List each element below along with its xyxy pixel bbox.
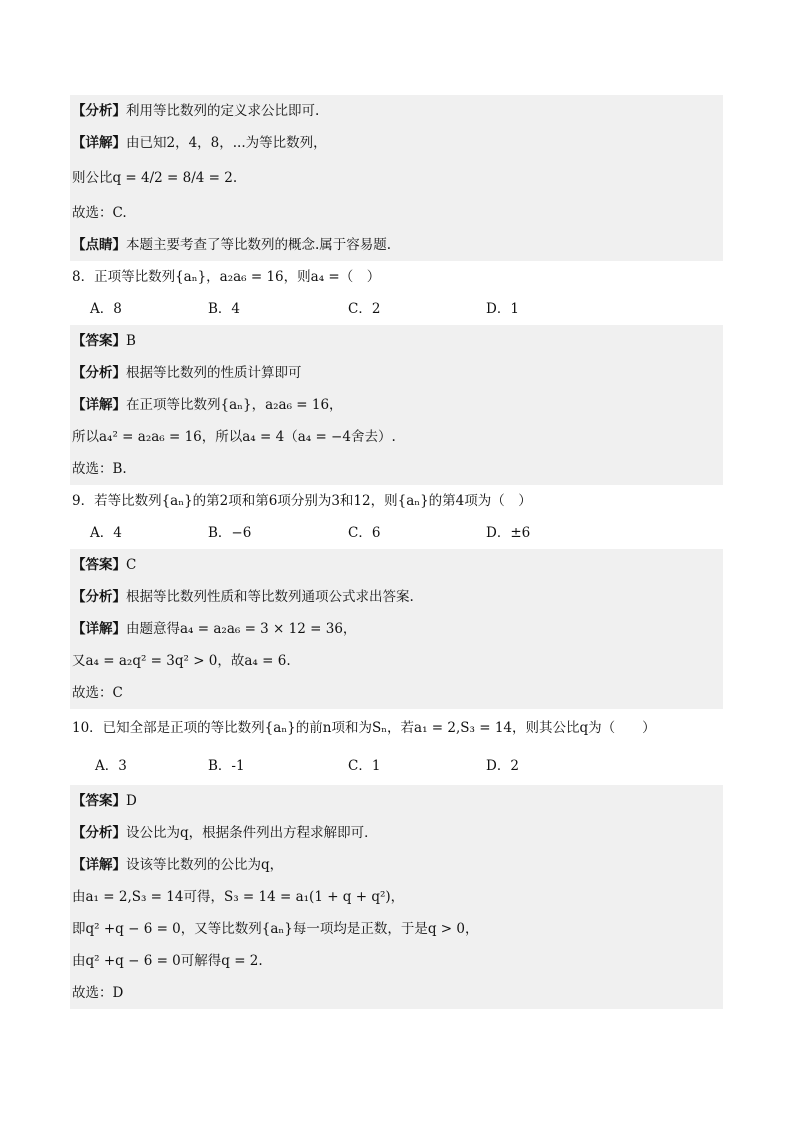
detail-text: 由q² +q − 6 = 0可解得q = 2. [72, 953, 263, 969]
analysis-tag: 【分析】 [72, 365, 126, 381]
question-8-options [70, 293, 723, 325]
option-c[interactable]: C．6 [348, 525, 381, 541]
question-9-options [70, 517, 723, 549]
detail-text: 所以a₄² = a₂a₆ = 16，所以a₄ = 4（a₄ = −4舍去）. [72, 429, 396, 445]
option-d[interactable]: D．±6 [486, 525, 531, 541]
detail-line [70, 389, 723, 421]
choose-text: 故选：C. [72, 205, 127, 221]
option-d[interactable]: D．2 [486, 758, 519, 774]
analysis-line [70, 817, 723, 849]
choose-line [70, 453, 723, 485]
choose-text: 故选：D [72, 985, 124, 1001]
question-10-options [70, 747, 723, 785]
detail-line [70, 421, 723, 453]
option-a[interactable]: A．8 [90, 301, 122, 317]
detail-tag: 【详解】 [72, 621, 126, 637]
comment-tag: 【点睛】 [72, 237, 126, 253]
answer-line [70, 785, 723, 817]
detail-line [70, 881, 723, 913]
question-8-stem: 8．正项等比数列{aₙ}，a₂a₆ = 16，则a₄ =（ ） [72, 269, 381, 285]
option-a[interactable]: A．3 [95, 758, 127, 774]
question-stem [70, 485, 723, 517]
analysis-text: 设公比为q，根据条件列出方程求解即可． [126, 825, 378, 841]
question-stem [70, 709, 723, 747]
option-b[interactable]: B．-1 [208, 758, 245, 774]
question-10-stem: 10．已知全部是正项的等比数列{aₙ}的前n项和为Sₙ，若a₁ = 2,S₃ = 14，则其公比q为（ ） [72, 720, 656, 736]
option-c[interactable]: C．2 [348, 301, 381, 317]
detail-text: 即q² +q − 6 = 0，又等比数列{aₙ}每一项均是正数，于是q > 0， [72, 921, 479, 937]
analysis-tag: 【分析】 [72, 103, 126, 119]
answer-tag: 【答案】 [72, 333, 126, 349]
detail-line [70, 913, 723, 945]
choose-text: 故选：B. [72, 461, 127, 477]
detail-text: 由a₁ = 2,S₃ = 14可得，S₃ = 14 = a₁(1 + q + q²)， [72, 889, 405, 905]
detail-text: 设该等比数列的公比为q， [126, 857, 284, 873]
option-c[interactable]: C．1 [348, 758, 381, 774]
detail-tag: 【详解】 [72, 857, 126, 873]
choose-line [70, 677, 723, 709]
choose-line [70, 197, 723, 229]
answer-text: D [126, 793, 137, 809]
detail-text: 则公比q = 4/2 = 8/4 = 2. [72, 170, 238, 186]
detail-tag: 【详解】 [72, 397, 126, 413]
answer-line [70, 325, 723, 357]
choose-text: 故选：C [72, 685, 123, 701]
analysis-line [70, 581, 723, 613]
detail-line [70, 945, 723, 977]
answer-line [70, 549, 723, 581]
choose-line [70, 977, 723, 1009]
analysis-line [70, 95, 723, 127]
analysis-text: 根据等比数列性质和等比数列通项公式求出答案. [126, 589, 414, 605]
detail-line [70, 645, 723, 677]
option-b[interactable]: B．4 [208, 301, 241, 317]
comment-text: 本题主要考查了等比数列的概念.属于容易题. [126, 237, 392, 253]
option-d[interactable]: D．1 [486, 301, 519, 317]
detail-line [70, 613, 723, 645]
question-stem [70, 261, 723, 293]
answer-text: B [126, 333, 136, 349]
detail-text: 由已知2，4，8，...为等比数列， [126, 135, 327, 151]
analysis-text: 利用等比数列的定义求公比即可. [126, 103, 320, 119]
answer-tag: 【答案】 [72, 793, 126, 809]
option-a[interactable]: A．4 [90, 525, 122, 541]
detail-text: 在正项等比数列{aₙ}，a₂a₆ = 16， [126, 397, 343, 413]
comment-line [70, 229, 723, 261]
analysis-line [70, 357, 723, 389]
question-9-stem: 9．若等比数列{aₙ}的第2项和第6项分别为3和12，则{aₙ}的第4项为（ ） [72, 493, 532, 509]
analysis-tag: 【分析】 [72, 825, 126, 841]
detail-text: 又a₄ = a₂q² = 3q² > 0，故a₄ = 6. [72, 653, 291, 669]
answer-tag: 【答案】 [72, 557, 126, 573]
detail-line [70, 849, 723, 881]
option-b[interactable]: B．−6 [208, 525, 252, 541]
detail-line [70, 127, 723, 159]
answer-text: C [126, 557, 137, 573]
detail-tag: 【详解】 [72, 135, 126, 151]
document-page [70, 95, 723, 1009]
detail-line [70, 159, 723, 197]
detail-text: 由题意得a₄ = a₂a₆ = 3 × 12 = 36， [126, 621, 357, 637]
analysis-text: 根据等比数列的性质计算即可 [126, 365, 302, 381]
analysis-tag: 【分析】 [72, 589, 126, 605]
